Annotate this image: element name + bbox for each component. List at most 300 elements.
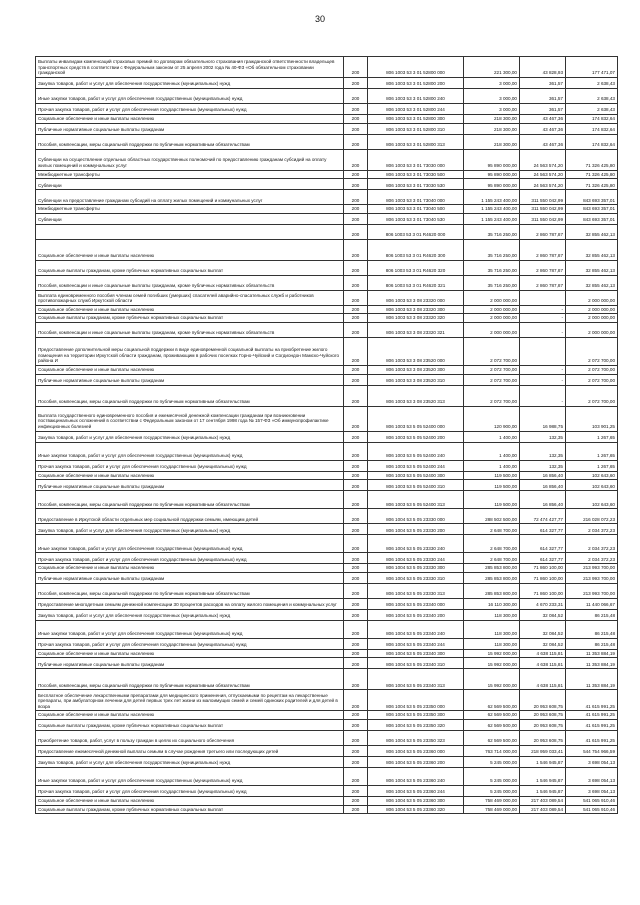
row-executed-cell: -	[520, 385, 566, 406]
row-name-cell: Прочая закупка товаров, работ и услуг для обеспечения государственных (муниципальных) нужд	[36, 553, 344, 564]
row-approved-cell: 119 500,00	[464, 471, 520, 480]
row-approved-cell: 15 992 000,00	[464, 669, 520, 690]
row-code-cell: 806 1003 53 3 08 23520 000	[368, 337, 464, 365]
row-kvr-cell: 200	[344, 745, 368, 756]
row-kvr-cell: 200	[344, 149, 368, 170]
row-executed-cell: 72 474 427,77	[520, 509, 566, 524]
table-row	[36, 756, 618, 767]
row-name-cell: Закупка товаров, работ и услуг для обеспечения государственных (муниципальных) нужд	[36, 609, 344, 620]
row-remaining-cell: 2 072 700,00	[566, 337, 618, 365]
row-name-cell: Социальные выплаты гражданам, кроме публичных нормативных социальных выплат	[36, 719, 344, 730]
row-code-cell: 806 1003 53 3 01 R4620 320	[368, 260, 464, 275]
row-remaining-cell: 2 638,43	[566, 78, 618, 89]
row-code-cell: 806 1004 53 5 05 23360 320	[368, 805, 464, 814]
row-remaining-cell: 843 693 357,01	[566, 213, 618, 224]
row-name-cell: Иные закупки товаров, работ и услуг для обеспечения государственных (муниципальных) нужд	[36, 442, 344, 460]
row-kvr-cell: 200	[344, 553, 368, 564]
row-kvr-cell: 200	[344, 460, 368, 471]
row-kvr-cell: 200	[344, 767, 368, 785]
row-remaining-cell: 541 065 910,46	[566, 805, 618, 814]
table-row	[36, 609, 618, 620]
row-executed-cell: 43 467,36	[520, 134, 566, 149]
row-executed-cell: 43 467,36	[520, 115, 566, 124]
row-name-cell: Субвенции на предоставление гражданам субсидий на оплату жилых помещений и коммунальных услуг	[36, 190, 344, 205]
row-approved-cell: 2 000 000,00	[464, 305, 520, 314]
row-name-cell: Социальное обеспечение и иные выплаты населению	[36, 305, 344, 314]
row-name-cell: Межбюджетные трансферты	[36, 170, 344, 179]
row-executed-cell: 71 860 100,00	[520, 583, 566, 598]
row-approved-cell: 2 000 000,00	[464, 322, 520, 337]
row-remaining-cell: 1 267,65	[566, 442, 618, 460]
row-executed-cell: 16 988,75	[520, 406, 566, 431]
row-kvr-cell: 200	[344, 179, 368, 190]
table-row	[36, 460, 618, 471]
row-remaining-cell: 11 353 884,19	[566, 649, 618, 658]
table-row	[36, 572, 618, 583]
row-name-cell: Закупка товаров, работ и услуг для обеспечения государственных (муниципальных) нужд	[36, 756, 344, 767]
row-remaining-cell: 86 215,48	[566, 609, 618, 620]
table-row	[36, 337, 618, 365]
row-code-cell: 806 1003 53 5 05 52400 300	[368, 471, 464, 480]
row-name-cell: Прочая закупка товаров, работ и услуг для обеспечения государственных (муниципальных) нужд	[36, 785, 344, 796]
row-kvr-cell: 200	[344, 365, 368, 374]
row-remaining-cell: 11 353 884,19	[566, 669, 618, 690]
row-remaining-cell: 213 993 700,00	[566, 564, 618, 573]
row-kvr-cell: 200	[344, 730, 368, 745]
row-remaining-cell: 32 855 462,13	[566, 239, 618, 260]
row-code-cell: 806 1003 53 3 08 23320 320	[368, 314, 464, 323]
row-kvr-cell: 200	[344, 115, 368, 124]
row-executed-cell: 132,35	[520, 431, 566, 442]
row-remaining-cell: 2 000 000,00	[566, 305, 618, 314]
row-code-cell: 806 1003 53 3 01 R4620 300	[368, 239, 464, 260]
row-remaining-cell: 843 693 357,01	[566, 205, 618, 214]
row-kvr-cell: 200	[344, 609, 368, 620]
row-remaining-cell: 2 034 372,23	[566, 535, 618, 553]
table-row	[36, 711, 618, 720]
row-remaining-cell: 1 267,65	[566, 431, 618, 442]
row-approved-cell: 285 853 800,00	[464, 583, 520, 598]
row-name-cell: Публичные нормативные социальные выплаты гражданам	[36, 480, 344, 491]
row-code-cell: 806 1004 53 5 05 23340 244	[368, 638, 464, 649]
row-approved-cell: 1 400,00	[464, 460, 520, 471]
row-name-cell: Социальные выплаты гражданам, кроме публичных нормативных социальных выплат	[36, 260, 344, 275]
row-approved-cell: 3 000,00	[464, 104, 520, 115]
row-code-cell: 806 1003 53 5 05 52400 200	[368, 431, 464, 442]
row-approved-cell: 2 648 700,00	[464, 524, 520, 535]
row-remaining-cell: 213 993 700,00	[566, 583, 618, 598]
row-code-cell: 806 1003 53 3 08 23320 300	[368, 305, 464, 314]
row-code-cell: 806 1003 53 3 08 23520 300	[368, 365, 464, 374]
table-row	[36, 669, 618, 690]
row-approved-cell: 218 300,00	[464, 123, 520, 134]
row-remaining-cell: 103 901,25	[566, 406, 618, 431]
row-remaining-cell: 102 643,60	[566, 491, 618, 509]
row-code-cell: 806 1003 53 3 08 23520 310	[368, 374, 464, 385]
row-kvr-cell: 200	[344, 134, 368, 149]
row-code-cell: 806 1004 53 5 05 23360 200	[368, 756, 464, 767]
row-approved-cell: 15 992 000,00	[464, 658, 520, 669]
table-row	[36, 78, 618, 89]
row-code-cell: 806 1003 53 5 05 52400 313	[368, 491, 464, 509]
table-row	[36, 785, 618, 796]
row-code-cell: 806 1003 53 3 08 23520 313	[368, 385, 464, 406]
row-kvr-cell: 200	[344, 275, 368, 290]
table-row	[36, 190, 618, 205]
row-executed-cell: 132,35	[520, 442, 566, 460]
row-approved-cell: 5 245 000,00	[464, 785, 520, 796]
row-code-cell: 806 1004 53 5 05 23350 300	[368, 711, 464, 720]
row-name-cell	[36, 224, 344, 239]
row-name-cell: Иные закупки товаров, работ и услуг для обеспечения государственных (муниципальных) нужд	[36, 767, 344, 785]
row-name-cell: Предоставление ежемесячной денежной выплаты семьям в случае рождения третьего или последующих детей	[36, 745, 344, 756]
row-name-cell: Социальное обеспечение и иные выплаты населению	[36, 115, 344, 124]
row-approved-cell: 3 000,00	[464, 89, 520, 104]
row-approved-cell: 2 648 700,00	[464, 553, 520, 564]
row-kvr-cell: 200	[344, 322, 368, 337]
row-code-cell: 806 1003 53 5 05 52400 244	[368, 460, 464, 471]
row-kvr-cell: 200	[344, 260, 368, 275]
row-approved-cell: 2 072 700,00	[464, 374, 520, 385]
row-code-cell: 806 1003 53 3 01 73030 500	[368, 170, 464, 179]
row-name-cell: Закупка товаров, работ и услуг для обеспечения государственных (муниципальных) нужд	[36, 431, 344, 442]
row-approved-cell: 5 245 000,00	[464, 756, 520, 767]
row-executed-cell: 43 828,93	[520, 57, 566, 78]
row-remaining-cell: 41 615 991,25	[566, 730, 618, 745]
row-code-cell: 806 1003 53 3 01 73040 000	[368, 190, 464, 205]
row-code-cell: 806 1004 53 5 05 23350 323	[368, 730, 464, 745]
row-executed-cell: 71 860 100,00	[520, 572, 566, 583]
row-name-cell: Публичные нормативные социальные выплаты гражданам	[36, 374, 344, 385]
row-kvr-cell: 200	[344, 480, 368, 491]
row-approved-cell: 119 500,00	[464, 480, 520, 491]
row-name-cell: Социальные выплаты гражданам, кроме публичных нормативных социальных выплат	[36, 314, 344, 323]
row-code-cell: 806 1003 53 3 01 52800 244	[368, 104, 464, 115]
row-approved-cell: 218 300,00	[464, 115, 520, 124]
row-code-cell: 806 1004 53 5 05 23360 000	[368, 745, 464, 756]
row-approved-cell: 758 469 000,00	[464, 796, 520, 805]
row-executed-cell: -	[520, 314, 566, 323]
row-approved-cell: 763 714 000,00	[464, 745, 520, 756]
row-kvr-cell: 200	[344, 620, 368, 638]
row-approved-cell: 5 245 000,00	[464, 767, 520, 785]
row-name-cell: Бесплатное обеспечение лекарственными препаратами для медицинского применения, отпускаемыми по рецептам на лекарственные препараты, при амбулаторном лечении для детей первых трех лет жизни из малоимущих семей и семей одиноких родителей и для детей в возра	[36, 690, 344, 711]
table-row	[36, 89, 618, 104]
budget-table	[35, 56, 618, 814]
row-name-cell: Предоставление в Иркутской области отдельных мер социальной поддержки семьям, имеющим детей	[36, 509, 344, 524]
row-name-cell: Выплата государственного единовременного пособия и ежемесячной денежной компенсации гражданам при возникновении поствакцинальных осложнений в соответствии с Федеральным законом от 17 сентября 1998 года № 157-ФЗ «Об иммунопрофилактике инфекционных болезней	[36, 406, 344, 431]
table-row	[36, 767, 618, 785]
row-approved-cell: 62 569 500,00	[464, 730, 520, 745]
row-executed-cell: 4 638 115,81	[520, 658, 566, 669]
row-remaining-cell: 3 698 054,13	[566, 756, 618, 767]
row-kvr-cell: 200	[344, 658, 368, 669]
row-name-cell: Пособия, компенсации, меры социальной поддержки по публичным нормативным обязательствам	[36, 134, 344, 149]
row-code-cell: 806 1004 53 5 05 23340 000	[368, 598, 464, 609]
row-code-cell: 806 1003 53 3 01 52800 200	[368, 78, 464, 89]
row-remaining-cell: 2 072 700,00	[566, 374, 618, 385]
row-kvr-cell: 200	[344, 104, 368, 115]
row-name-cell: Публичные нормативные социальные выплаты гражданам	[36, 123, 344, 134]
table-row	[36, 179, 618, 190]
row-kvr-cell: 200	[344, 796, 368, 805]
row-executed-cell: 311 550 042,99	[520, 205, 566, 214]
table-row	[36, 170, 618, 179]
row-name-cell: Закупка товаров, работ и услуг для обеспечения государственных (муниципальных) нужд	[36, 524, 344, 535]
row-approved-cell: 1 155 243 400,00	[464, 190, 520, 205]
row-code-cell: 806 1004 53 5 05 23350 000	[368, 690, 464, 711]
row-code-cell: 806 1004 53 5 05 23340 200	[368, 609, 464, 620]
row-remaining-cell: 2 000 000,00	[566, 322, 618, 337]
row-name-cell: Прочая закупка товаров, работ и услуг для обеспечения государственных (муниципальных) нужд	[36, 638, 344, 649]
row-kvr-cell: 200	[344, 431, 368, 442]
row-approved-cell: 120 900,00	[464, 406, 520, 431]
row-remaining-cell: 2 000 000,00	[566, 290, 618, 305]
table-row	[36, 406, 618, 431]
row-executed-cell: 132,35	[520, 460, 566, 471]
row-code-cell: 806 1003 53 5 05 52400 310	[368, 480, 464, 491]
row-remaining-cell: 11 440 066,67	[566, 598, 618, 609]
row-approved-cell: 2 072 700,00	[464, 385, 520, 406]
row-executed-cell: 614 327,77	[520, 553, 566, 564]
row-approved-cell: 35 716 250,00	[464, 224, 520, 239]
row-name-cell: Пособия, компенсации и иные социальные выплаты гражданам, кроме публичных нормативных обязательств	[36, 275, 344, 290]
row-approved-cell: 95 890 000,00	[464, 179, 520, 190]
row-name-cell: Приобретение товаров, работ, услуг в пользу граждан в целях их социального обеспечения	[36, 730, 344, 745]
table-row	[36, 745, 618, 756]
row-kvr-cell: 200	[344, 337, 368, 365]
table-row	[36, 690, 618, 711]
table-row	[36, 290, 618, 305]
row-code-cell: 806 1003 53 5 05 52400 240	[368, 442, 464, 460]
row-approved-cell: 758 469 000,00	[464, 805, 520, 814]
row-executed-cell: 16 856,40	[520, 471, 566, 480]
row-name-cell: Социальное обеспечение и иные выплаты населению	[36, 649, 344, 658]
row-approved-cell: 35 716 250,00	[464, 239, 520, 260]
row-kvr-cell: 200	[344, 535, 368, 553]
table-row	[36, 638, 618, 649]
row-kvr-cell: 200	[344, 524, 368, 535]
row-executed-cell: 71 860 100,00	[520, 564, 566, 573]
table-row	[36, 260, 618, 275]
row-remaining-cell: 2 034 372,23	[566, 524, 618, 535]
row-remaining-cell: 213 993 700,00	[566, 572, 618, 583]
row-kvr-cell: 200	[344, 690, 368, 711]
row-executed-cell: 4 670 233,31	[520, 598, 566, 609]
row-name-cell: Прочая закупка товаров, работ и услуг для обеспечения государственных (муниципальных) нужд	[36, 104, 344, 115]
row-remaining-cell: 843 693 357,01	[566, 190, 618, 205]
row-name-cell: Субвенции	[36, 213, 344, 224]
row-executed-cell: 20 953 608,75	[520, 719, 566, 730]
row-kvr-cell: 200	[344, 239, 368, 260]
row-approved-cell: 16 110 300,00	[464, 598, 520, 609]
row-name-cell: Выплаты инвалидам компенсаций страховых премий по договорам обязательного страхования гражданской ответственности владельцев транспортных средств в соответствии с Федеральным законом от 25 апреля 2002 года № 40-ФЗ «Об обязательном страховании гражданской	[36, 57, 344, 78]
row-code-cell: 806 1004 53 5 05 23350 320	[368, 719, 464, 730]
row-executed-cell: 4 638 115,81	[520, 649, 566, 658]
row-approved-cell: 95 890 000,00	[464, 170, 520, 179]
row-code-cell: 806 1004 53 5 05 23360 300	[368, 796, 464, 805]
row-code-cell: 806 1004 53 5 05 23330 313	[368, 583, 464, 598]
row-kvr-cell: 200	[344, 564, 368, 573]
row-executed-cell: 43 467,36	[520, 123, 566, 134]
row-kvr-cell: 200	[344, 290, 368, 305]
row-executed-cell: 2 860 787,87	[520, 239, 566, 260]
row-code-cell: 806 1003 53 3 01 73040 530	[368, 213, 464, 224]
row-remaining-cell: 2 000 000,00	[566, 314, 618, 323]
row-remaining-cell: 71 326 425,80	[566, 149, 618, 170]
row-remaining-cell: 41 615 991,25	[566, 690, 618, 711]
table-row	[36, 149, 618, 170]
row-kvr-cell: 200	[344, 205, 368, 214]
row-remaining-cell: 2 638,43	[566, 104, 618, 115]
row-code-cell: 806 1004 53 5 05 23340 300	[368, 649, 464, 658]
row-executed-cell: -	[520, 322, 566, 337]
row-remaining-cell: 32 855 462,13	[566, 260, 618, 275]
table-row	[36, 442, 618, 460]
row-kvr-cell: 200	[344, 170, 368, 179]
row-executed-cell: 1 546 945,87	[520, 756, 566, 767]
row-approved-cell: 35 716 250,00	[464, 260, 520, 275]
row-kvr-cell: 200	[344, 442, 368, 460]
table-row	[36, 134, 618, 149]
row-remaining-cell: 2 638,43	[566, 89, 618, 104]
table-row	[36, 385, 618, 406]
row-code-cell: 806 1004 53 5 05 23360 244	[368, 785, 464, 796]
row-name-cell: Выплата единовременного пособия членам семей погибших (умерших) спасателей аварийно-спасательных служб и работников противопожарных служб Иркутской области	[36, 290, 344, 305]
row-approved-cell: 288 502 500,00	[464, 509, 520, 524]
row-remaining-cell: 32 855 462,13	[566, 224, 618, 239]
table-row	[36, 598, 618, 609]
row-name-cell: Пособия, компенсации, меры социальной поддержки по публичным нормативным обязательствам	[36, 385, 344, 406]
row-approved-cell: 2 072 700,00	[464, 337, 520, 365]
row-name-cell: Пособия, компенсации и иные социальные выплаты гражданам, кроме публичных нормативных обязательств	[36, 322, 344, 337]
table-row	[36, 374, 618, 385]
row-approved-cell: 285 853 800,00	[464, 564, 520, 573]
row-approved-cell: 2 648 700,00	[464, 535, 520, 553]
row-name-cell: Пособия, компенсации, меры социальной поддержки по публичным нормативным обязательствам	[36, 491, 344, 509]
row-name-cell: Предоставление дополнительной меры социальной поддержки в виде единовременной социальной выплаты на приобретение жилого помещения на территории Иркутской области гражданам, проживающим в рабочих поселках Горно-Чуйский и Согдиондон Мамско-Чуйского района И	[36, 337, 344, 365]
row-remaining-cell: 2 034 372,23	[566, 553, 618, 564]
row-executed-cell: 4 638 115,81	[520, 669, 566, 690]
row-kvr-cell: 200	[344, 314, 368, 323]
row-name-cell: Субвенции	[36, 179, 344, 190]
row-code-cell: 806 1004 53 5 05 23360 240	[368, 767, 464, 785]
row-code-cell: 806 1004 53 5 05 23330 240	[368, 535, 464, 553]
row-remaining-cell: 102 643,60	[566, 471, 618, 480]
row-name-cell: Иные закупки товаров, работ и услуг для обеспечения государственных (муниципальных) нужд	[36, 535, 344, 553]
row-kvr-cell: 200	[344, 711, 368, 720]
row-approved-cell: 3 000,00	[464, 78, 520, 89]
row-remaining-cell: 41 615 991,25	[566, 719, 618, 730]
row-code-cell: 806 1003 53 3 01 52800 000	[368, 57, 464, 78]
row-approved-cell: 35 716 250,00	[464, 275, 520, 290]
row-executed-cell: 32 084,52	[520, 609, 566, 620]
table-row	[36, 719, 618, 730]
row-executed-cell: 24 563 574,20	[520, 170, 566, 179]
row-approved-cell: 218 300,00	[464, 134, 520, 149]
row-kvr-cell: 200	[344, 305, 368, 314]
table-row	[36, 213, 618, 224]
row-kvr-cell: 200	[344, 669, 368, 690]
page-number: 30	[314, 14, 325, 24]
row-executed-cell: -	[520, 305, 566, 314]
row-code-cell: 806 1003 53 3 08 23320 000	[368, 290, 464, 305]
row-executed-cell: 1 546 945,87	[520, 785, 566, 796]
row-approved-cell: 1 155 243 400,00	[464, 205, 520, 214]
row-code-cell: 806 1004 53 5 05 23340 313	[368, 669, 464, 690]
row-name-cell: Социальные выплаты гражданам, кроме публичных нормативных социальных выплат	[36, 805, 344, 814]
row-remaining-cell: 216 028 072,23	[566, 509, 618, 524]
row-remaining-cell: 541 065 910,46	[566, 796, 618, 805]
table-row	[36, 509, 618, 524]
row-code-cell: 806 1004 53 5 05 23330 300	[368, 564, 464, 573]
row-approved-cell: 15 992 000,00	[464, 649, 520, 658]
row-approved-cell: 1 400,00	[464, 431, 520, 442]
table-body	[36, 57, 618, 814]
row-kvr-cell: 200	[344, 719, 368, 730]
row-executed-cell: 614 327,77	[520, 524, 566, 535]
row-name-cell: Пособия, компенсации, меры социальной поддержки по публичным нормативным обязательствам	[36, 583, 344, 598]
row-executed-cell: 361,57	[520, 104, 566, 115]
row-executed-cell: 32 084,52	[520, 620, 566, 638]
row-code-cell: 806 1003 53 3 01 73030 530	[368, 179, 464, 190]
row-approved-cell: 119 500,00	[464, 491, 520, 509]
row-approved-cell: 1 400,00	[464, 442, 520, 460]
row-kvr-cell: 200	[344, 805, 368, 814]
table-row	[36, 649, 618, 658]
row-kvr-cell: 200	[344, 374, 368, 385]
row-remaining-cell: 86 215,48	[566, 620, 618, 638]
row-approved-cell: 2 000 000,00	[464, 290, 520, 305]
row-approved-cell: 62 569 500,00	[464, 711, 520, 720]
row-kvr-cell: 200	[344, 406, 368, 431]
row-kvr-cell: 200	[344, 785, 368, 796]
table-row	[36, 123, 618, 134]
row-code-cell: 806 1004 53 5 05 23330 000	[368, 509, 464, 524]
row-code-cell: 806 1004 53 5 05 23330 200	[368, 524, 464, 535]
row-code-cell: 806 1004 53 5 05 23330 310	[368, 572, 464, 583]
table-row	[36, 730, 618, 745]
row-executed-cell: -	[520, 374, 566, 385]
row-name-cell: Иные закупки товаров, работ и услуг для обеспечения государственных (муниципальных) нужд	[36, 89, 344, 104]
table-row	[36, 620, 618, 638]
table-row	[36, 471, 618, 480]
table-row	[36, 205, 618, 214]
row-executed-cell: 20 953 608,75	[520, 690, 566, 711]
table-row	[36, 480, 618, 491]
row-code-cell: 806 1003 53 3 01 52800 313	[368, 134, 464, 149]
table-row	[36, 365, 618, 374]
row-code-cell: 806 1003 53 3 01 R4620 000	[368, 224, 464, 239]
row-name-cell: Пособия, компенсации, меры социальной поддержки по публичным нормативным обязательствам	[36, 669, 344, 690]
row-executed-cell	[520, 290, 566, 305]
row-remaining-cell: 177 471,07	[566, 57, 618, 78]
row-name-cell: Публичные нормативные социальные выплаты гражданам	[36, 658, 344, 669]
row-remaining-cell: 41 615 991,25	[566, 711, 618, 720]
row-kvr-cell: 200	[344, 213, 368, 224]
row-executed-cell: 32 084,52	[520, 638, 566, 649]
row-name-cell: Публичные нормативные социальные выплаты гражданам	[36, 572, 344, 583]
table-row	[36, 431, 618, 442]
row-code-cell: 806 1003 53 3 08 23320 321	[368, 322, 464, 337]
row-name-cell: Социальное обеспечение и иные выплаты населению	[36, 471, 344, 480]
row-remaining-cell: 2 072 700,00	[566, 385, 618, 406]
row-code-cell: 806 1004 53 5 05 23330 244	[368, 553, 464, 564]
row-code-cell: 806 1003 53 3 01 52800 240	[368, 89, 464, 104]
row-executed-cell: 16 856,40	[520, 491, 566, 509]
row-name-cell: Прочая закупка товаров, работ и услуг для обеспечения государственных (муниципальных) нужд	[36, 460, 344, 471]
row-name-cell: Межбюджетные трансферты	[36, 205, 344, 214]
